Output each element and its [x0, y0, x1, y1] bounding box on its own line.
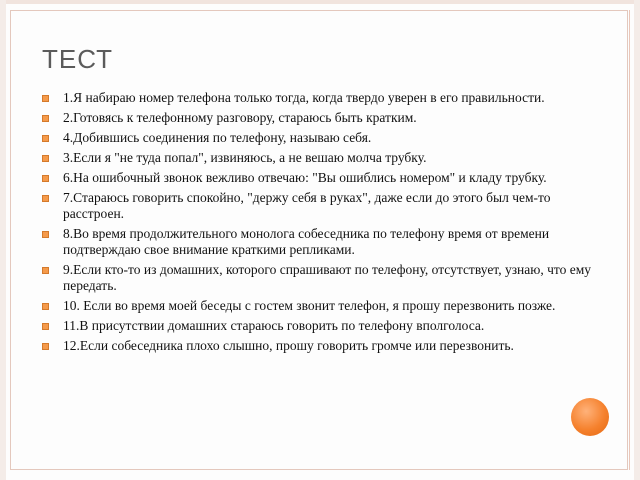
list-item-text: 9.Если кто-то из домашних, которого спрашивают по телефону, отсутствует, узнаю, что ему передать.	[63, 262, 591, 293]
list-item	[42, 90, 607, 106]
list-item	[42, 170, 607, 186]
square-bullet-icon	[42, 95, 49, 102]
list-item-text: 6.На ошибочный звонок вежливо отвечаю: "Вы ошиблись номером" и кладу трубку.	[63, 170, 547, 185]
list-item	[42, 110, 607, 126]
list-item	[42, 338, 607, 354]
square-bullet-icon	[42, 303, 49, 310]
slide-title: ТЕСТ	[42, 44, 114, 74]
square-bullet-icon	[42, 175, 49, 182]
orange-circle-icon	[571, 398, 609, 436]
square-bullet-icon	[42, 323, 49, 330]
list-item	[42, 226, 607, 258]
list-item-text: 10. Если во время моей беседы с гостем звонит телефон, я прошу перезвонить позже.	[63, 298, 556, 313]
list-item-text: 1.Я набираю номер телефона только тогда, когда твердо уверен в его правильности.	[63, 90, 545, 105]
list-item	[42, 298, 607, 314]
left-decor-bar	[0, 0, 6, 480]
list-item	[42, 262, 607, 294]
square-bullet-icon	[42, 267, 49, 274]
right-decor-bar	[634, 0, 640, 480]
list-item	[42, 190, 607, 222]
list-item-text: 3.Если я "не туда попал", извиняюсь, а не вешаю молча трубку.	[63, 150, 427, 165]
square-bullet-icon	[42, 155, 49, 162]
list-item-text: 4.Добившись соединения по телефону, называю себя.	[63, 130, 372, 145]
list-item-text: 2.Готовясь к телефонному разговору, стараюсь быть кратким.	[63, 110, 417, 125]
square-bullet-icon	[42, 231, 49, 238]
list-item-text: 12.Если собеседника плохо слышно, прошу говорить громче или перезвонить.	[63, 338, 514, 353]
list-item	[42, 318, 607, 334]
square-bullet-icon	[42, 343, 49, 350]
list-item	[42, 130, 607, 146]
list-item	[42, 150, 607, 166]
list-item-text: 7.Стараюсь говорить спокойно, "держу себя в руках", даже если до этого был чем-то расстроен.	[63, 190, 551, 221]
test-item-list	[42, 90, 607, 358]
list-item-text: 8.Во время продолжительного монолога собеседника по телефону время от времени подтверждаю свое внимание краткими репликами.	[63, 226, 550, 257]
top-decor-bar	[0, 0, 640, 4]
list-item-text: 11.В присутствии домашних стараюсь говорить по телефону вполголоса.	[63, 318, 485, 333]
square-bullet-icon	[42, 135, 49, 142]
square-bullet-icon	[42, 195, 49, 202]
right-frame-line	[629, 10, 630, 470]
square-bullet-icon	[42, 115, 49, 122]
